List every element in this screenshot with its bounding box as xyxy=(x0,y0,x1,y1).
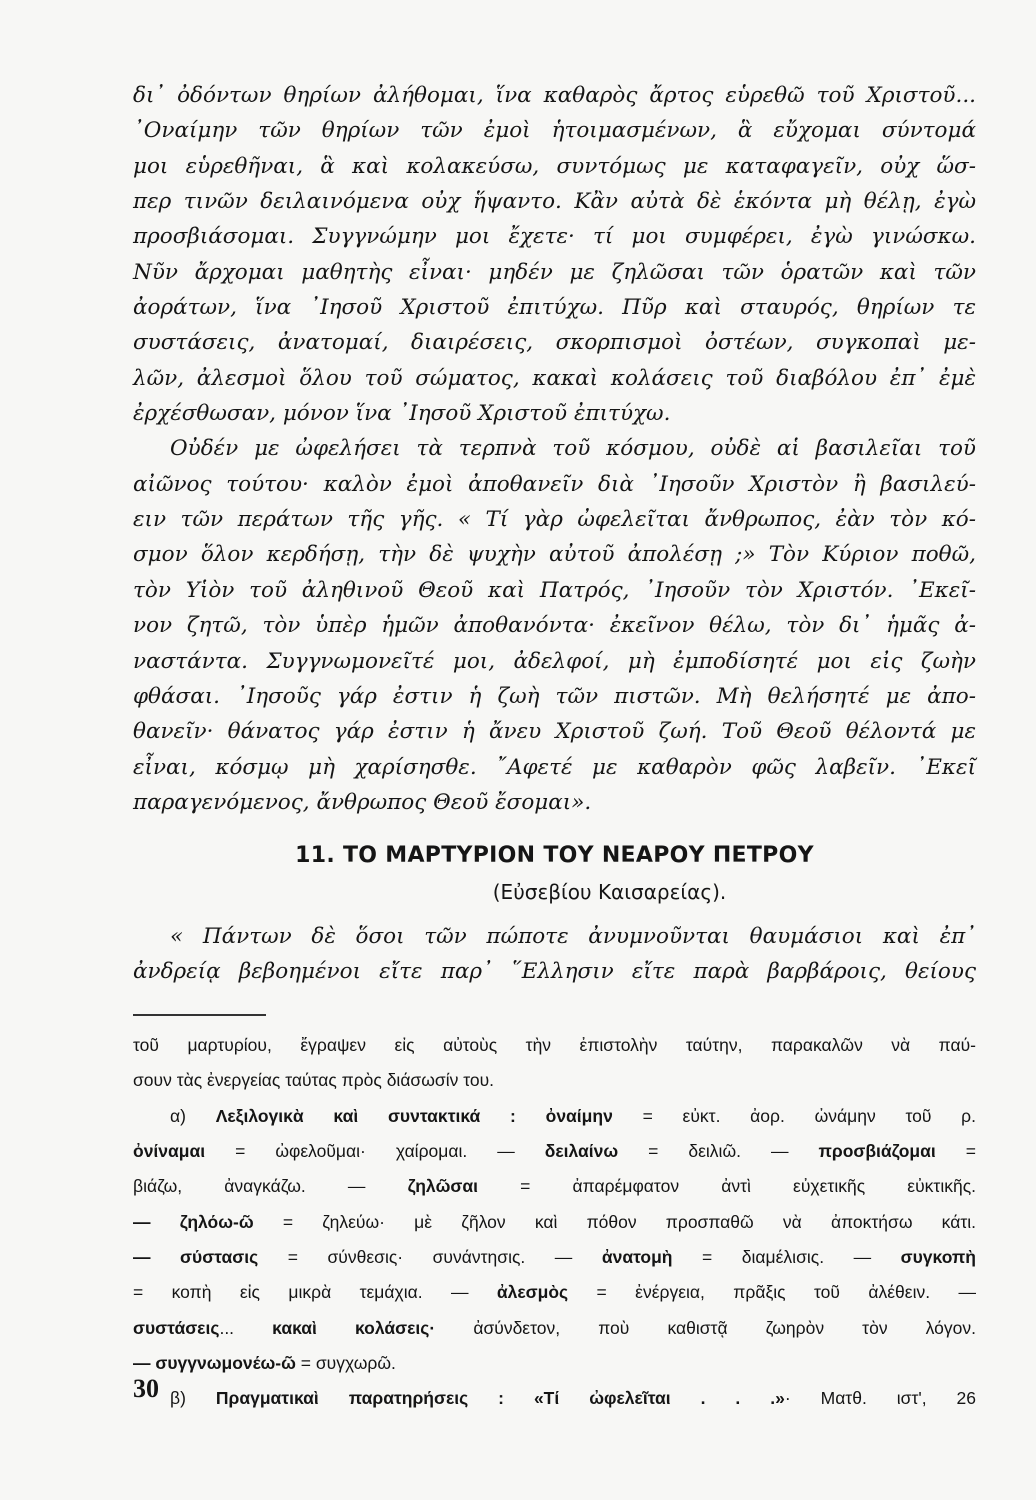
footnote-line xyxy=(133,1242,976,1277)
footnote-line xyxy=(133,1171,976,1206)
footnote-line xyxy=(133,1313,976,1348)
footnote-text: = xyxy=(935,1141,976,1162)
text-line: ἐρχέσθωσαν, μόνον ἵνα ᾿Ιησοῦ Χριστοῦ ἐπιτύχω. xyxy=(133,401,671,427)
footnote-text: ἀσύνδετον, ποὺ καθιστᾷ ζωηρὸν τὸν λόγον. xyxy=(435,1317,976,1338)
footnote-text: βιάζω, ἀναγκάζω. — xyxy=(133,1176,408,1197)
footnote-line xyxy=(133,1348,976,1383)
text-line: νον ζητῶ, τὸν ὑπὲρ ἡμῶν ἀποθανόντα· ἐκεῖνον θέλω, τὸν δι᾽ ἡμᾶς ἀ- xyxy=(133,613,976,639)
footnote-divider xyxy=(133,1014,266,1016)
footnote-text: · Ματθ. ιστ', 26 xyxy=(784,1388,976,1409)
footnote-term: ἀνατομὴ xyxy=(601,1247,673,1268)
footnote-text: = ἐνέργεια, πρᾶξις τοῦ ἀλέθειν. — xyxy=(568,1282,976,1303)
text-line: σμον ὅλον κερδήσῃ, τὴν δὲ ψυχὴν αὐτοῦ ἀπολέσῃ ;» Τὸν Κύριον ποθῶ, xyxy=(133,542,976,568)
footnote-text: = διαμέλισις. — xyxy=(672,1247,901,1268)
footnote-text: = συγχωρῶ. xyxy=(295,1353,396,1374)
text-line: ἀοράτων, ἵνα ᾿Ιησοῦ Χριστοῦ ἐπιτύχω. Πῦρ καὶ σταυρός, θηρίων τε xyxy=(133,295,976,321)
footnote-term: συστάσεις xyxy=(133,1317,220,1338)
page-number: 30 xyxy=(133,1374,159,1403)
text-line: μοι εὑρεθῆναι, ἃ καὶ κολακεύσω, συντόμως με καταφαγεῖν, οὐχ ὥσ- xyxy=(133,153,976,179)
text-line: συστάσεις, ἀνατομαί, διαιρέσεις, σκορπισμοὶ ὀστέων, συγκοπαὶ με- xyxy=(133,330,976,356)
footnote-line xyxy=(133,1065,976,1100)
footnote-text: τοῦ μαρτυρίου, ἔγραψεν εἰς αὐτοὺς τὴν ἐπιστολὴν ταύτην, παρακαλῶν νὰ παύ- xyxy=(133,1035,976,1055)
footnote-text: σουν τὰς ἐνεργείας ταύτας πρὸς διάσωσίν του. xyxy=(133,1070,495,1091)
footnote-term: δειλαίνω xyxy=(544,1141,619,1162)
footnote-term: — συγγνωμονέω-ῶ xyxy=(133,1353,296,1374)
main-text xyxy=(133,78,976,820)
text-line: Οὐδέν με ὠφελήσει τὰ τερπνὰ τοῦ κόσμου, οὐδὲ αἱ βασιλεῖαι τοῦ xyxy=(170,436,976,462)
text-line: Νῦν ἄρχομαι μαθητὴς εἶναι· μηδέν με ζηλῶσαι τῶν ὁρατῶν καὶ τῶν xyxy=(133,259,976,285)
text-line: δι᾽ ὀδόντων θηρίων ἀλήθομαι, ἵνα καθαρὸς ἄρτος εὑρεθῶ τοῦ Χριστοῦ... xyxy=(133,83,976,108)
text-line: περ τινῶν δειλαινόμενα οὐχ ἥψαντο. Κἂν αὐτὰ δὲ ἑκόντα μὴ θέλῃ, ἐγὼ xyxy=(133,189,976,215)
footnote-line xyxy=(133,1030,976,1065)
footnote-line xyxy=(133,1383,976,1418)
footnote-term: Λεξιλογικὰ καὶ συντακτικά : ὀναίμην xyxy=(215,1105,613,1126)
footnote-text: = ὠφελοῦμαι· χαίρομαι. — xyxy=(205,1141,545,1162)
section-quote xyxy=(133,920,976,991)
footnote-term: ὀνίναμαι xyxy=(133,1141,206,1162)
text-line: θανεῖν· θάνατος γάρ ἐστιν ἡ ἄνευ Χριστοῦ ζωή. Τοῦ Θεοῦ θέλοντά με xyxy=(133,719,976,745)
footnote-text: = ἀπαρέμφατον ἀντὶ εὐχετικῆς εὐκτικῆς. xyxy=(478,1176,976,1197)
footnote-term: ζηλῶσαι xyxy=(407,1176,479,1197)
footnote-term: ἀλεσμὸς xyxy=(496,1282,569,1303)
footnote-term: Πραγματικαὶ παρατηρήσεις : «Τί ὠφελεῖται . . .» xyxy=(215,1388,785,1409)
text-line: προσβιάσομαι. Συγγνώμην μοι ἔχετε· τί μοι συμφέρει, ἐγὼ γινώσκω. xyxy=(133,224,976,250)
text-line: ειν τῶν περάτων τῆς γῆς. « Τί γὰρ ὠφελεῖται ἄνθρωπος, ἐὰν τὸν κό- xyxy=(133,507,976,533)
footnote-text: ... xyxy=(219,1317,273,1338)
footnote-line xyxy=(133,1136,976,1171)
section-heading: 11. ΤΟ ΜΑΡΤΥΡΙΟΝ ΤΟΥ ΝΕΑΡΟΥ ΠΕΤΡΟΥ xyxy=(295,843,814,868)
footnote-text: β) xyxy=(170,1388,216,1409)
footnote-text: = ζηλεύω· μὲ ζῆλον καὶ πόθον προσπαθῶ νὰ ἀποκτήσω κάτι. xyxy=(253,1211,976,1232)
quote-line: « Πάντων δὲ ὅσοι τῶν πώποτε ἀνυμνοῦνται θαυμάσιοι καὶ ἐπ᾽ xyxy=(170,924,976,949)
text-line: τὸν Υἱὸν τοῦ ἀληθινοῦ Θεοῦ καὶ Πατρός, ᾿Ιησοῦν τὸν Χριστόν. ᾿Εκεῖ- xyxy=(133,577,976,603)
footnote-term: — σύστασις xyxy=(133,1247,259,1268)
footnote-term: — ζηλόω-ῶ xyxy=(133,1211,254,1232)
footnotes xyxy=(133,1030,976,1419)
footnote-line xyxy=(133,1207,976,1242)
text-line: αἰῶνος τούτου· καλὸν ἐμοὶ ἀποθανεῖν διὰ ᾿Ιησοῦν Χριστὸν ἢ βασιλεύ- xyxy=(133,471,976,497)
quote-line: ἀνδρείᾳ βεβοημένοι εἴτε παρ᾽ ῞Ελλησιν εἴτε παρὰ βαρβάροις, θείους xyxy=(133,959,976,985)
text-line: ᾿Οναίμην τῶν θηρίων τῶν ἐμοὶ ἡτοιμασμένων, ἃ εὔχομαι σύντομά xyxy=(133,118,976,144)
footnote-line xyxy=(133,1101,976,1136)
footnote-text: = κοπὴ εἰς μικρὰ τεμάχια. — xyxy=(133,1282,497,1303)
footnote-text: α) xyxy=(170,1105,216,1126)
section-subheading: (Εὐσεβίου Καισαρείας). xyxy=(492,880,727,904)
text-line: ναστάντα. Συγγνωμονεῖτέ μοι, ἀδελφοί, μὴ ἐμποδίσητέ μοι εἰς ζωὴν xyxy=(133,648,976,674)
text-line: παραγενόμενος, ἄνθρωπος Θεοῦ ἔσομαι». xyxy=(133,789,592,815)
text-line: λῶν, ἀλεσμοὶ ὅλου τοῦ σώματος, κακαὶ κολάσεις τοῦ διαβόλου ἐπ᾽ ἐμὲ xyxy=(133,365,976,391)
text-line: φθάσαι. ᾿Ιησοῦς γάρ ἐστιν ἡ ζωὴ τῶν πιστῶν. Μὴ θελήσητέ με ἀπο- xyxy=(133,683,976,709)
footnote-term: συγκοπὴ xyxy=(900,1247,976,1268)
footnote-term: προσβιάζομαι xyxy=(818,1141,936,1162)
footnote-term: κακαὶ κολάσεις· xyxy=(272,1317,436,1338)
text-line: εἶναι, κόσμῳ μὴ χαρίσησθε. ῎Αφετέ με καθαρὸν φῶς λαβεῖν. ᾿Εκεῖ xyxy=(133,754,976,780)
footnote-text: = εὐκτ. ἀορ. ὠνάμην τοῦ ρ. xyxy=(612,1105,976,1126)
footnote-line xyxy=(133,1277,976,1312)
footnote-text: = δειλιῶ. — xyxy=(618,1141,819,1162)
footnote-text: = σύνθεσις· συνάντησις. — xyxy=(258,1247,602,1268)
